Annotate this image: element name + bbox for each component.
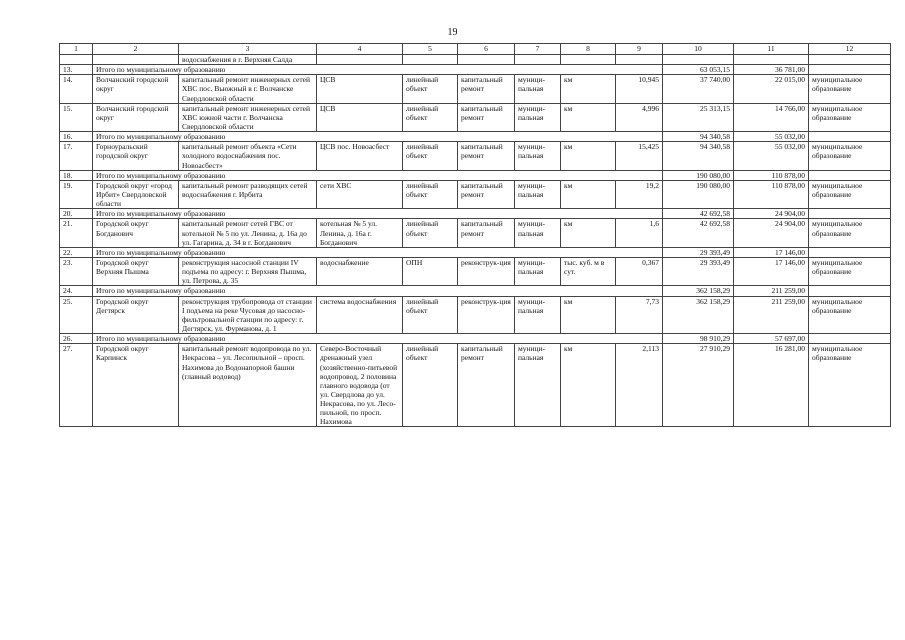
amount-budget: 16 281,00 [734, 344, 809, 427]
table-body [60, 55, 891, 427]
total-row [60, 209, 891, 219]
total-amount: 63 053,15 [663, 65, 734, 75]
unit: км [561, 75, 616, 103]
total-row [60, 286, 891, 296]
object-description [317, 55, 403, 65]
column-header-11: 11 [734, 44, 809, 55]
municipality: Городской округ «город Ирбит» Свердловской области [93, 180, 179, 208]
object-name: капитальный ремонт инженерных сетей ХВС пос. Вьюжный в г. Волчанске Свердловской области [179, 75, 317, 103]
object-description: Северо-Восточный дренажный узел (хозяйственно-питьевой водопровод, 2 половина главного водовода (от ул. Свердлова до ул. Некрасова, по ул. Лесо-пильной, по просп. Нахимова [317, 344, 403, 427]
object-name: реконструкция трубопровода от станции I подъема на реке Чусовая до насосно-фильтровальной станции по адресу: г. Дегтярск, ул. Фурманова, д. 1 [179, 296, 317, 334]
row-number: 16. [60, 132, 93, 142]
ownership [515, 55, 561, 65]
unit: км [561, 180, 616, 208]
table-row [60, 344, 891, 427]
object-type [403, 55, 458, 65]
row-number: 22. [60, 247, 93, 257]
total-amount-budget: 55 032,00 [734, 132, 809, 142]
total-amount-budget: 110 878,00 [734, 170, 809, 180]
object-name: капитальный ремонт водопровода по ул. Некрасова – ул. Лесопильной – просп. Нахимова до Водонапорной башни (главный водовод) [179, 344, 317, 427]
object-type: линейный объект [403, 180, 458, 208]
owner: муниципальное образование [809, 75, 891, 103]
column-header-4: 4 [317, 44, 403, 55]
total-owner [809, 132, 891, 142]
object-description: ЦСВ [317, 75, 403, 103]
owner: муниципальное образование [809, 296, 891, 334]
total-owner [809, 65, 891, 75]
table-row [60, 103, 891, 131]
row-number: 18. [60, 170, 93, 180]
object-type: линейный объект [403, 219, 458, 247]
ownership: муници-пальная [515, 75, 561, 103]
total-label: Итого по муниципальному образованию [93, 132, 663, 142]
total-label: Итого по муниципальному образованию [93, 247, 663, 257]
column-header-9: 9 [616, 44, 663, 55]
column-header-10: 10 [663, 44, 734, 55]
object-description: котельная № 5 ул. Ленина, д. 16а г. Богданович [317, 219, 403, 247]
object-name: реконструкция насосной станции IV подъема по адресу: г. Верхняя Пышма, ул. Петрова, д. 35 [179, 257, 317, 285]
object-description: водоснабжение [317, 257, 403, 285]
row-number: 19. [60, 180, 93, 208]
total-amount: 42 692,58 [663, 209, 734, 219]
total-amount-budget: 57 697,00 [734, 334, 809, 344]
total-label: Итого по муниципальному образованию [93, 65, 663, 75]
amount-budget: 14 766,00 [734, 103, 809, 131]
object-description: ЦСВ пос. Новоасбест [317, 142, 403, 170]
total-amount: 94 340,58 [663, 132, 734, 142]
capacity: 19,2 [616, 180, 663, 208]
object-name: капитальный ремонт объекта «Сети холодного водоснабжения пос. Новоасбест» [179, 142, 317, 170]
row-number: 17. [60, 142, 93, 170]
amount-budget: 17 146,00 [734, 257, 809, 285]
total-owner [809, 170, 891, 180]
amount: 37 740,00 [663, 75, 734, 103]
capacity: 0,367 [616, 257, 663, 285]
total-label: Итого по муниципальному образованию [93, 209, 663, 219]
amount: 190 080,00 [663, 180, 734, 208]
owner: муниципальное образование [809, 142, 891, 170]
column-header-1: 1 [60, 44, 93, 55]
owner [809, 55, 891, 65]
total-owner [809, 209, 891, 219]
ownership: муници-пальная [515, 180, 561, 208]
amount: 25 313,15 [663, 103, 734, 131]
work-type: реконструк-ция [458, 296, 515, 334]
total-amount-budget: 211 259,00 [734, 286, 809, 296]
table-row [60, 180, 891, 208]
owner: муниципальное образование [809, 219, 891, 247]
owner: муниципальное образование [809, 103, 891, 131]
table-row [60, 296, 891, 334]
municipality: Городской округ Дегтярск [93, 296, 179, 334]
page-number: 19 [447, 27, 458, 38]
total-label: Итого по муниципальному образованию [93, 334, 663, 344]
municipality [93, 55, 179, 65]
unit: км [561, 103, 616, 131]
row-number: 27. [60, 344, 93, 427]
row-number: 15. [60, 103, 93, 131]
total-amount: 190 080,00 [663, 170, 734, 180]
ownership: муници-пальная [515, 219, 561, 247]
capacity: 1,6 [616, 219, 663, 247]
work-type: капитальный ремонт [458, 344, 515, 427]
amount: 42 692,58 [663, 219, 734, 247]
column-header-8: 8 [561, 44, 616, 55]
row-number: 21. [60, 219, 93, 247]
capacity: 7,73 [616, 296, 663, 334]
work-type: капитальный ремонт [458, 142, 515, 170]
total-label: Итого по муниципальному образованию [93, 286, 663, 296]
column-header-5: 5 [403, 44, 458, 55]
capacity [616, 55, 663, 65]
municipality: Волчанский городской округ [93, 75, 179, 103]
total-amount: 98 910,29 [663, 334, 734, 344]
work-type: капитальный ремонт [458, 75, 515, 103]
object-type: линейный объект [403, 344, 458, 427]
total-label: Итого по муниципальному образованию [93, 170, 663, 180]
total-row [60, 334, 891, 344]
amount [663, 55, 734, 65]
owner: муниципальное образование [809, 180, 891, 208]
column-header-6: 6 [458, 44, 515, 55]
municipality: Городской округ Верхняя Пышма [93, 257, 179, 285]
row-number: 23. [60, 257, 93, 285]
table-row [60, 142, 891, 170]
header-row [60, 44, 891, 55]
amount: 94 340,58 [663, 142, 734, 170]
column-header-3: 3 [179, 44, 317, 55]
object-description: система водоснабжения [317, 296, 403, 334]
unit: км [561, 296, 616, 334]
data-table [59, 43, 891, 427]
object-description: ЦСВ [317, 103, 403, 131]
row-number: 26. [60, 334, 93, 344]
ownership: муници-пальная [515, 142, 561, 170]
amount-budget: 211 259,00 [734, 296, 809, 334]
object-type: линейный объект [403, 142, 458, 170]
row-number: 25. [60, 296, 93, 334]
column-header-2: 2 [93, 44, 179, 55]
object-name: водоснабжения в г. Верхняя Салда [179, 55, 317, 65]
ownership: муници-пальная [515, 257, 561, 285]
municipality: Городской округ Богданович [93, 219, 179, 247]
work-type [458, 55, 515, 65]
total-owner [809, 286, 891, 296]
object-type: ОПН [403, 257, 458, 285]
table-row [60, 257, 891, 285]
total-row [60, 65, 891, 75]
capacity: 10,945 [616, 75, 663, 103]
total-amount: 29 393,49 [663, 247, 734, 257]
object-type: линейный объект [403, 296, 458, 334]
row-number: 20. [60, 209, 93, 219]
object-description: сети ХВС [317, 180, 403, 208]
unit: км [561, 142, 616, 170]
amount-budget: 110 878,00 [734, 180, 809, 208]
work-type: капитальный ремонт [458, 103, 515, 131]
unit: км [561, 219, 616, 247]
unit: тыс. куб. м в сут. [561, 257, 616, 285]
unit: км [561, 344, 616, 427]
amount-budget: 22 015,00 [734, 75, 809, 103]
row-number: 24. [60, 286, 93, 296]
table-row [60, 55, 891, 65]
amount: 362 158,29 [663, 296, 734, 334]
municipality: Волчанский городской округ [93, 103, 179, 131]
amount-budget: 24 904,00 [734, 219, 809, 247]
capacity: 4,996 [616, 103, 663, 131]
object-type: линейный объект [403, 103, 458, 131]
work-type: реконструк-ция [458, 257, 515, 285]
capacity: 2,113 [616, 344, 663, 427]
total-amount-budget: 36 781,00 [734, 65, 809, 75]
amount-budget: 55 032,00 [734, 142, 809, 170]
municipality: Горноуральский городской округ [93, 142, 179, 170]
total-row [60, 132, 891, 142]
row-number: 13. [60, 65, 93, 75]
object-name: капитальный ремонт инженерных сетей ХВС южной части г. Волчанска Свердловской области [179, 103, 317, 131]
owner: муниципальное образование [809, 344, 891, 427]
ownership: муници-пальная [515, 296, 561, 334]
amount: 29 393,49 [663, 257, 734, 285]
row-number [60, 55, 93, 65]
total-amount: 362 158,29 [663, 286, 734, 296]
total-amount-budget: 24 904,00 [734, 209, 809, 219]
object-name: капитальный ремонт сетей ГВС от котельной № 5 по ул. Ленина, д. 16а до ул. Гагарина, д. 34 в г. Богданович [179, 219, 317, 247]
total-owner [809, 334, 891, 344]
column-header-12: 12 [809, 44, 891, 55]
unit [561, 55, 616, 65]
total-owner [809, 247, 891, 257]
total-amount-budget: 17 146,00 [734, 247, 809, 257]
column-header-7: 7 [515, 44, 561, 55]
capacity: 15,425 [616, 142, 663, 170]
ownership: муници-пальная [515, 103, 561, 131]
work-type: капитальный ремонт [458, 180, 515, 208]
work-type: капитальный ремонт [458, 219, 515, 247]
owner: муниципальное образование [809, 257, 891, 285]
table-row [60, 219, 891, 247]
municipality: Городской округ Карпинск [93, 344, 179, 427]
object-name: капитальный ремонт разводящих сетей водоснабжения г. Ирбита [179, 180, 317, 208]
amount-budget [734, 55, 809, 65]
total-row [60, 170, 891, 180]
object-type: линейный объект [403, 75, 458, 103]
amount: 27 910,29 [663, 344, 734, 427]
table-row [60, 75, 891, 103]
total-row [60, 247, 891, 257]
ownership: муници-пальная [515, 344, 561, 427]
row-number: 14. [60, 75, 93, 103]
